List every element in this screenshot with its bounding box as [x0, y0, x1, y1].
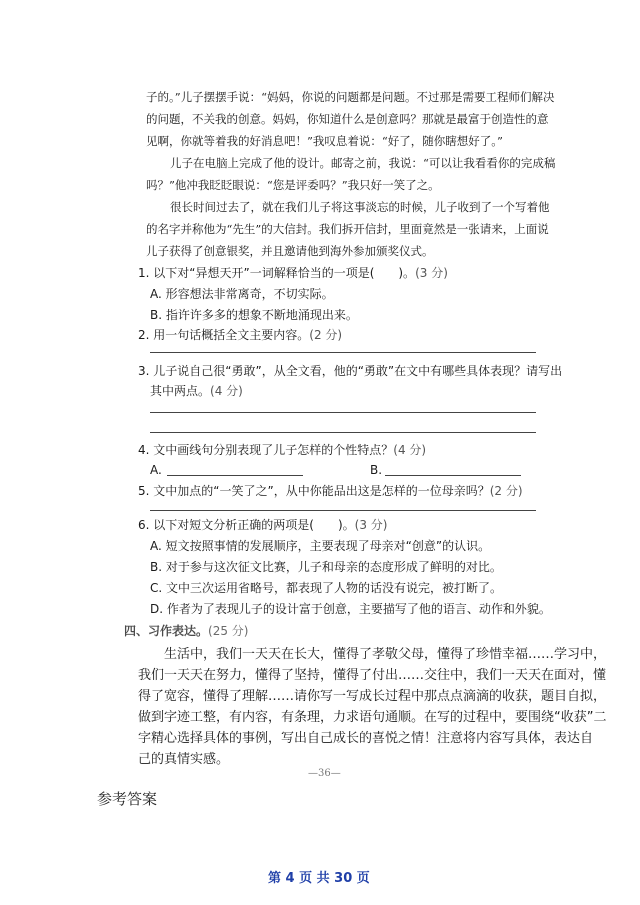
question-4-label-b: B. [370, 463, 383, 477]
question-text: 其中两点。 [150, 384, 211, 398]
question-text: 2. 用一句话概括全文主要内容。 [138, 328, 310, 342]
question-text: 6. 以下对短文分析正确的两项是( )。 [138, 518, 355, 532]
page-number: —36— [308, 768, 341, 779]
question-text: 5. 文中加点的“一笑了之”，从中你能品出这是怎样的一位母亲吗？ [138, 484, 490, 498]
story-line: 子的。”儿子摆摆手说：“妈妈，你说的问题都是问题。不过那是需要工程师们解决 [146, 90, 555, 104]
question-6-option-b: B. 对于参与这次征文比赛，儿子和母亲的态度形成了鲜明的对比。 [150, 560, 502, 574]
essay-line: 我们一天天在努力，懂得了坚持，懂得了付出……交往中，我们一天天在面对，懂 [138, 668, 607, 683]
answer-line[interactable] [150, 352, 536, 353]
story-line: 很长时间过去了，就在我们儿子将这事淡忘的时候，儿子收到了一个写着他 [170, 200, 550, 214]
question-6 [138, 516, 387, 534]
question-score: (3 分) [354, 518, 388, 532]
answer-line[interactable] [150, 510, 536, 511]
answer-line[interactable] [150, 432, 536, 433]
question-2 [138, 326, 342, 344]
answer-section-title: 参考答案 [97, 790, 158, 808]
question-score: (4 分) [210, 384, 243, 398]
question-score: (2 分) [309, 328, 343, 342]
story-line: 的名字并称他为“先生”的大信封。我们拆开信封，里面竟然是一张请来，上面说 [146, 222, 549, 236]
question-6-option-c: C. 文中三次运用省略号，都表现了人物的话没有说完，被打断了。 [150, 581, 503, 595]
question-score: (3 分) [415, 266, 448, 280]
story-line: 的问题，不关我的创意。妈妈，你知道什么是创意吗？那就是最富于创造性的意 [146, 112, 549, 126]
answer-line[interactable] [150, 412, 536, 413]
essay-line: 字精心选择具体的事例，写出自己成长的喜悦之情！注意将内容写具体，表达自 [138, 731, 594, 746]
question-3-line-2 [150, 382, 243, 400]
story-line: 见啊，你就等着我的好消息吧！”我叹息着说：“好了，随你瞎想好了。” [146, 134, 503, 148]
question-6-option-a: A. 短文按照事情的发展顺序，主要表现了母亲对“创意”的认识。 [150, 539, 491, 553]
question-4 [138, 441, 426, 459]
question-text: 4. 文中画线句分别表现了儿子怎样的个性特点？ [138, 443, 394, 457]
essay-line: 做到字迹工整，有内容，有条理，力求语句通顺。在写的过程中，要围绕“收获”二 [138, 710, 607, 725]
story-line: 儿子获得了创意银奖，并且邀请他到海外参加颁奖仪式。 [146, 244, 434, 258]
question-1 [138, 264, 448, 282]
question-1-option-a: A. 形容想法非常离奇，不切实际。 [150, 287, 334, 301]
question-score: (4 分) [393, 443, 427, 457]
answer-line-a[interactable] [167, 475, 303, 476]
section-score: (25 分) [208, 624, 249, 638]
essay-line: 得了宽容，懂得了理解……请你写一写成长过程中那点点滴滴的收获，题目自拟， [138, 689, 607, 704]
section-title: 四、习作表达。 [124, 624, 209, 638]
question-text: 1. 以下对“异想天开”一词解释恰当的一项是( )。 [138, 266, 416, 280]
section-4-heading [124, 622, 248, 639]
question-5 [138, 482, 523, 500]
story-line: 儿子在电脑上完成了他的设计。邮寄之前，我说：“可以让我看看你的完成稿 [170, 156, 556, 170]
page-footer: 第 4 页 共 30 页 [268, 871, 370, 886]
question-4-label-a: A. [150, 463, 162, 477]
essay-line: 生活中，我们一天天在长大，懂得了孝敬父母，懂得了珍惜幸福……学习中， [164, 647, 607, 662]
question-score: (2 分) [489, 484, 523, 498]
answer-line-b[interactable] [385, 475, 521, 476]
question-6-option-d: D. 作者为了表现儿子的设计富于创意，主要描写了他的语言、动作和外貌。 [150, 602, 551, 616]
question-3-line-1: 3. 儿子说自己很“勇敢”，从全文看，他的“勇敢”在文中有哪些具体表现？请写出 [138, 364, 563, 378]
essay-line: 己的真情实感。 [138, 752, 230, 767]
story-line: 吗？”他冲我眨眨眼说：“您是评委吗？”我只好一笑了之。 [146, 178, 440, 192]
question-1-option-b: B. 指许许多多的想象不断地涌现出来。 [150, 308, 358, 322]
